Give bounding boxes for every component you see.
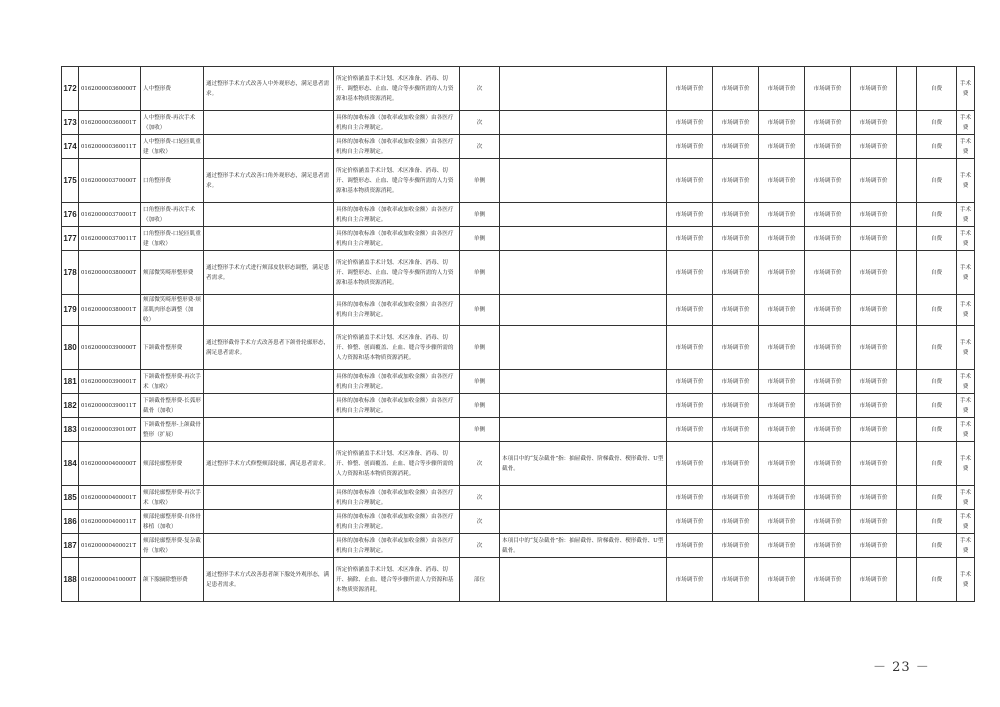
table-row bbox=[62, 251, 975, 295]
price-table bbox=[61, 66, 975, 602]
item-name: 口角整形费-再次手术（加收） bbox=[141, 203, 204, 227]
price-level-2: 市场调节价 bbox=[713, 534, 759, 558]
price-level-5: 市场调节价 bbox=[851, 510, 897, 534]
payment-type: 自费 bbox=[917, 510, 957, 534]
price-level-4: 市场调节价 bbox=[805, 111, 851, 135]
item-note: 本项目中的“复杂截骨”指：抽屉截骨、阶梯截骨、楔形截骨、U型截骨。 bbox=[500, 534, 667, 558]
price-level-3: 市场调节价 bbox=[759, 558, 805, 602]
fee-category: 手术费 bbox=[957, 326, 975, 370]
table-row bbox=[62, 159, 975, 203]
payment-type: 自费 bbox=[917, 111, 957, 135]
price-level-5: 市场调节价 bbox=[851, 111, 897, 135]
payment-type: 自费 bbox=[917, 370, 957, 394]
price-level-2: 市场调节价 bbox=[713, 510, 759, 534]
extra-cell bbox=[897, 394, 917, 418]
price-level-1: 市场调节价 bbox=[667, 418, 713, 442]
price-level-4: 市场调节价 bbox=[805, 558, 851, 602]
pricing-unit: 部位 bbox=[460, 558, 500, 602]
item-description: 所定价格涵盖手术计划、术区准备、消毒、切开、调整形态、止血、缝合等步骤所需的人力资源和基本物质资源消耗。 bbox=[334, 67, 460, 111]
row-number: 172 bbox=[62, 67, 79, 111]
price-level-3: 市场调节价 bbox=[759, 486, 805, 510]
item-connotation: 通过整形手术方式修整颏部轮廓，满足患者需求。 bbox=[204, 442, 334, 486]
fee-category: 手术费 bbox=[957, 159, 975, 203]
item-description: 具体的加收标准（加收率或加收金额）由各医疗机构自主合理制定。 bbox=[334, 486, 460, 510]
item-note bbox=[500, 418, 667, 442]
item-note bbox=[500, 486, 667, 510]
price-level-1: 市场调节价 bbox=[667, 227, 713, 251]
extra-cell bbox=[897, 251, 917, 295]
fee-category: 手术费 bbox=[957, 295, 975, 326]
extra-cell bbox=[897, 111, 917, 135]
item-description: 具体的加收标准（加收率或加收金额）由各医疗机构自主合理制定。 bbox=[334, 227, 460, 251]
price-level-2: 市场调节价 bbox=[713, 295, 759, 326]
item-connotation bbox=[204, 418, 334, 442]
item-name: 颌下腺摘除整形费 bbox=[141, 558, 204, 602]
payment-type: 自费 bbox=[917, 227, 957, 251]
row-number: 187 bbox=[62, 534, 79, 558]
row-number: 181 bbox=[62, 370, 79, 394]
row-number: 173 bbox=[62, 111, 79, 135]
price-level-5: 市场调节价 bbox=[851, 486, 897, 510]
payment-type: 自费 bbox=[917, 442, 957, 486]
item-name: 口角整形费-口轮匝肌重建（加收） bbox=[141, 227, 204, 251]
row-number: 176 bbox=[62, 203, 79, 227]
item-note bbox=[500, 295, 667, 326]
item-connotation bbox=[204, 534, 334, 558]
price-level-1: 市场调节价 bbox=[667, 486, 713, 510]
item-name: 颏部轮廓整形费-复杂截骨（加收） bbox=[141, 534, 204, 558]
extra-cell bbox=[897, 558, 917, 602]
price-level-4: 市场调节价 bbox=[805, 135, 851, 159]
price-level-2: 市场调节价 bbox=[713, 418, 759, 442]
row-number: 185 bbox=[62, 486, 79, 510]
extra-cell bbox=[897, 67, 917, 111]
item-description: 具体的加收标准（加收率或加收金额）由各医疗机构自主合理制定。 bbox=[334, 370, 460, 394]
price-level-4: 市场调节价 bbox=[805, 534, 851, 558]
item-name: 人中整形费-口轮匝肌重建（加收） bbox=[141, 135, 204, 159]
extra-cell bbox=[897, 159, 917, 203]
payment-type: 自费 bbox=[917, 159, 957, 203]
price-level-2: 市场调节价 bbox=[713, 558, 759, 602]
item-name: 下颌截骨整形-上颌截骨整形（扩展） bbox=[141, 418, 204, 442]
item-connotation: 通过整形手术方式改善患者颌下腺处外观形态，满足患者需求。 bbox=[204, 558, 334, 602]
item-code: 016200000360000T bbox=[79, 67, 141, 111]
fee-category: 手术费 bbox=[957, 510, 975, 534]
page-number: － 23 － bbox=[873, 660, 930, 675]
extra-cell bbox=[897, 510, 917, 534]
payment-type: 自费 bbox=[917, 203, 957, 227]
fee-category: 手术费 bbox=[957, 534, 975, 558]
price-level-4: 市场调节价 bbox=[805, 159, 851, 203]
fee-category: 手术费 bbox=[957, 442, 975, 486]
item-description: 具体的加收标准（加收率或加收金额）由各医疗机构自主合理制定。 bbox=[334, 394, 460, 418]
item-connotation bbox=[204, 227, 334, 251]
price-level-2: 市场调节价 bbox=[713, 442, 759, 486]
price-level-1: 市场调节价 bbox=[667, 159, 713, 203]
item-connotation bbox=[204, 203, 334, 227]
pricing-unit: 单侧 bbox=[460, 295, 500, 326]
table-row bbox=[62, 486, 975, 510]
table-row bbox=[62, 394, 975, 418]
pricing-unit: 次 bbox=[460, 510, 500, 534]
item-code: 016200000370001T bbox=[79, 203, 141, 227]
extra-cell bbox=[897, 418, 917, 442]
pricing-unit: 次 bbox=[460, 135, 500, 159]
payment-type: 自费 bbox=[917, 486, 957, 510]
price-level-5: 市场调节价 bbox=[851, 251, 897, 295]
item-code: 016200000380001T bbox=[79, 295, 141, 326]
price-level-5: 市场调节价 bbox=[851, 295, 897, 326]
price-level-1: 市场调节价 bbox=[667, 111, 713, 135]
item-note bbox=[500, 111, 667, 135]
price-level-1: 市场调节价 bbox=[667, 394, 713, 418]
table-row bbox=[62, 326, 975, 370]
pricing-unit: 次 bbox=[460, 442, 500, 486]
price-level-1: 市场调节价 bbox=[667, 442, 713, 486]
item-code: 016200000400000T bbox=[79, 442, 141, 486]
item-description: 所定价格涵盖手术计划、术区准备、消毒、切开、修整、创面覆盖、止血、缝合等步骤所需的人力资源和基本物质资源消耗。 bbox=[334, 442, 460, 486]
price-level-2: 市场调节价 bbox=[713, 486, 759, 510]
price-level-3: 市场调节价 bbox=[759, 227, 805, 251]
item-description: 所定价格涵盖手术计划、术区准备、消毒、切开、摘除、止血、缝合等步骤所需人力资源和基本物质资源消耗。 bbox=[334, 558, 460, 602]
pricing-unit: 单侧 bbox=[460, 418, 500, 442]
item-code: 016200000390000T bbox=[79, 326, 141, 370]
extra-cell bbox=[897, 135, 917, 159]
item-code: 016200000380000T bbox=[79, 251, 141, 295]
price-level-5: 市场调节价 bbox=[851, 442, 897, 486]
item-name: 颏部轮廓整形费 bbox=[141, 442, 204, 486]
item-connotation: 通过整形手术方式改善人中外观形态，满足患者需求。 bbox=[204, 67, 334, 111]
item-name: 颊部微笑畸形整形费 bbox=[141, 251, 204, 295]
price-level-5: 市场调节价 bbox=[851, 394, 897, 418]
price-level-1: 市场调节价 bbox=[667, 534, 713, 558]
item-connotation bbox=[204, 135, 334, 159]
table-row bbox=[62, 111, 975, 135]
price-level-5: 市场调节价 bbox=[851, 203, 897, 227]
pricing-unit: 单侧 bbox=[460, 159, 500, 203]
item-note bbox=[500, 370, 667, 394]
extra-cell bbox=[897, 486, 917, 510]
price-level-3: 市场调节价 bbox=[759, 159, 805, 203]
extra-cell bbox=[897, 442, 917, 486]
extra-cell bbox=[897, 370, 917, 394]
price-level-5: 市场调节价 bbox=[851, 227, 897, 251]
item-description: 具体的加收标准（加收率或加收金额）由各医疗机构自主合理制定。 bbox=[334, 203, 460, 227]
item-description: 具体的加收标准（加收率或加收金额）由各医疗机构自主合理制定。 bbox=[334, 510, 460, 534]
price-level-3: 市场调节价 bbox=[759, 251, 805, 295]
table-row bbox=[62, 370, 975, 394]
price-level-2: 市场调节价 bbox=[713, 203, 759, 227]
price-level-5: 市场调节价 bbox=[851, 558, 897, 602]
item-description: 具体的加收标准（加收率或加收金额）由各医疗机构自主合理制定。 bbox=[334, 295, 460, 326]
price-level-3: 市场调节价 bbox=[759, 203, 805, 227]
price-level-4: 市场调节价 bbox=[805, 295, 851, 326]
price-level-1: 市场调节价 bbox=[667, 370, 713, 394]
item-note bbox=[500, 251, 667, 295]
item-code: 016200000400011T bbox=[79, 510, 141, 534]
price-level-2: 市场调节价 bbox=[713, 370, 759, 394]
price-level-4: 市场调节价 bbox=[805, 370, 851, 394]
price-level-4: 市场调节价 bbox=[805, 442, 851, 486]
pricing-unit: 单侧 bbox=[460, 227, 500, 251]
item-note bbox=[500, 510, 667, 534]
price-level-5: 市场调节价 bbox=[851, 135, 897, 159]
item-note bbox=[500, 227, 667, 251]
item-description: 所定价格涵盖手术计划、术区准备、消毒、切开、调整形态、止血、缝合等步骤所需的人力资源和基本物质资源消耗。 bbox=[334, 251, 460, 295]
pricing-unit: 单侧 bbox=[460, 203, 500, 227]
price-level-1: 市场调节价 bbox=[667, 558, 713, 602]
row-number: 179 bbox=[62, 295, 79, 326]
item-note: 本项目中的“复杂截骨”指：抽屉截骨、阶梯截骨、楔形截骨、U型截骨。 bbox=[500, 442, 667, 486]
row-number: 184 bbox=[62, 442, 79, 486]
price-level-2: 市场调节价 bbox=[713, 159, 759, 203]
item-connotation bbox=[204, 510, 334, 534]
row-number: 188 bbox=[62, 558, 79, 602]
payment-type: 自费 bbox=[917, 394, 957, 418]
price-level-4: 市场调节价 bbox=[805, 510, 851, 534]
price-level-2: 市场调节价 bbox=[713, 394, 759, 418]
fee-category: 手术费 bbox=[957, 67, 975, 111]
item-code: 016200000360001T bbox=[79, 111, 141, 135]
price-level-1: 市场调节价 bbox=[667, 295, 713, 326]
price-level-2: 市场调节价 bbox=[713, 111, 759, 135]
item-description: 具体的加收标准（加收率或加收金额）由各医疗机构自主合理制定。 bbox=[334, 534, 460, 558]
row-number: 186 bbox=[62, 510, 79, 534]
price-level-4: 市场调节价 bbox=[805, 67, 851, 111]
price-level-1: 市场调节价 bbox=[667, 67, 713, 111]
item-code: 016200000400001T bbox=[79, 486, 141, 510]
fee-category: 手术费 bbox=[957, 111, 975, 135]
item-code: 016200000410000T bbox=[79, 558, 141, 602]
payment-type: 自费 bbox=[917, 534, 957, 558]
pricing-unit: 次 bbox=[460, 534, 500, 558]
fee-category: 手术费 bbox=[957, 394, 975, 418]
item-name: 下颌截骨整形费-再次手术（加收） bbox=[141, 370, 204, 394]
item-connotation: 通过整形截骨手术方式改善患者下颌骨轮廓形态，满足患者需求。 bbox=[204, 326, 334, 370]
row-number: 178 bbox=[62, 251, 79, 295]
extra-cell bbox=[897, 295, 917, 326]
item-name: 人中整形费 bbox=[141, 67, 204, 111]
payment-type: 自费 bbox=[917, 251, 957, 295]
price-level-1: 市场调节价 bbox=[667, 510, 713, 534]
item-description: 具体的加收标准（加收率或加收金额）由各医疗机构自主合理制定。 bbox=[334, 111, 460, 135]
payment-type: 自费 bbox=[917, 418, 957, 442]
item-connotation bbox=[204, 486, 334, 510]
row-number: 183 bbox=[62, 418, 79, 442]
price-level-3: 市场调节价 bbox=[759, 295, 805, 326]
item-name: 颏部轮廓整形费-自体骨移植（加收） bbox=[141, 510, 204, 534]
row-number: 177 bbox=[62, 227, 79, 251]
extra-cell bbox=[897, 326, 917, 370]
pricing-unit: 次 bbox=[460, 67, 500, 111]
price-level-5: 市场调节价 bbox=[851, 418, 897, 442]
price-level-2: 市场调节价 bbox=[713, 251, 759, 295]
price-level-3: 市场调节价 bbox=[759, 510, 805, 534]
price-level-3: 市场调节价 bbox=[759, 370, 805, 394]
item-description: 所定价格涵盖手术计划、术区准备、消毒、切开、修整、创面覆盖、止血、缝合等步骤所需的人力资源和基本物质资源消耗。 bbox=[334, 326, 460, 370]
table-row bbox=[62, 418, 975, 442]
price-level-1: 市场调节价 bbox=[667, 203, 713, 227]
fee-category: 手术费 bbox=[957, 251, 975, 295]
item-name: 口角整形费 bbox=[141, 159, 204, 203]
price-level-4: 市场调节价 bbox=[805, 326, 851, 370]
pricing-unit: 单侧 bbox=[460, 326, 500, 370]
payment-type: 自费 bbox=[917, 295, 957, 326]
fee-category: 手术费 bbox=[957, 418, 975, 442]
table-row bbox=[62, 558, 975, 602]
price-level-2: 市场调节价 bbox=[713, 67, 759, 111]
payment-type: 自费 bbox=[917, 558, 957, 602]
item-connotation: 通过整形手术方式改善口角外观形态，满足患者需求。 bbox=[204, 159, 334, 203]
price-level-2: 市场调节价 bbox=[713, 326, 759, 370]
price-level-4: 市场调节价 bbox=[805, 418, 851, 442]
fee-category: 手术费 bbox=[957, 135, 975, 159]
price-level-4: 市场调节价 bbox=[805, 486, 851, 510]
price-level-3: 市场调节价 bbox=[759, 67, 805, 111]
row-number: 175 bbox=[62, 159, 79, 203]
item-name: 颊部微笑畸形整形费-颊部肌肉形态调整（加收） bbox=[141, 295, 204, 326]
price-level-5: 市场调节价 bbox=[851, 370, 897, 394]
table-row bbox=[62, 227, 975, 251]
pricing-unit: 次 bbox=[460, 111, 500, 135]
fee-category: 手术费 bbox=[957, 370, 975, 394]
extra-cell bbox=[897, 203, 917, 227]
fee-category: 手术费 bbox=[957, 486, 975, 510]
item-code: 016200000390001T bbox=[79, 370, 141, 394]
item-description bbox=[334, 418, 460, 442]
item-name: 下颌截骨整形费-长弧形截骨（加收） bbox=[141, 394, 204, 418]
pricing-unit: 单侧 bbox=[460, 251, 500, 295]
payment-type: 自费 bbox=[917, 135, 957, 159]
price-level-1: 市场调节价 bbox=[667, 135, 713, 159]
item-note bbox=[500, 135, 667, 159]
item-note bbox=[500, 394, 667, 418]
price-level-1: 市场调节价 bbox=[667, 326, 713, 370]
table-body bbox=[62, 67, 975, 602]
item-connotation bbox=[204, 394, 334, 418]
row-number: 182 bbox=[62, 394, 79, 418]
row-number: 180 bbox=[62, 326, 79, 370]
price-level-3: 市场调节价 bbox=[759, 534, 805, 558]
price-level-3: 市场调节价 bbox=[759, 394, 805, 418]
table-row bbox=[62, 534, 975, 558]
table-row bbox=[62, 203, 975, 227]
item-code: 016200000370011T bbox=[79, 227, 141, 251]
fee-category: 手术费 bbox=[957, 203, 975, 227]
price-level-4: 市场调节价 bbox=[805, 394, 851, 418]
price-level-5: 市场调节价 bbox=[851, 534, 897, 558]
item-note bbox=[500, 67, 667, 111]
table-row bbox=[62, 135, 975, 159]
item-code: 016200000360011T bbox=[79, 135, 141, 159]
price-level-3: 市场调节价 bbox=[759, 442, 805, 486]
price-level-4: 市场调节价 bbox=[805, 251, 851, 295]
price-level-4: 市场调节价 bbox=[805, 227, 851, 251]
price-level-4: 市场调节价 bbox=[805, 203, 851, 227]
price-level-3: 市场调节价 bbox=[759, 135, 805, 159]
table-row bbox=[62, 510, 975, 534]
fee-category: 手术费 bbox=[957, 227, 975, 251]
fee-category: 手术费 bbox=[957, 558, 975, 602]
price-level-1: 市场调节价 bbox=[667, 251, 713, 295]
item-code: 016200000370000T bbox=[79, 159, 141, 203]
price-level-3: 市场调节价 bbox=[759, 418, 805, 442]
price-level-2: 市场调节价 bbox=[713, 135, 759, 159]
payment-type: 自费 bbox=[917, 326, 957, 370]
item-note bbox=[500, 159, 667, 203]
item-connotation: 通过整形手术方式进行颊部皮肤形态调整，满足患者需求。 bbox=[204, 251, 334, 295]
pricing-unit: 单侧 bbox=[460, 370, 500, 394]
extra-cell bbox=[897, 227, 917, 251]
item-description: 具体的加收标准（加收率或加收金额）由各医疗机构自主合理制定。 bbox=[334, 135, 460, 159]
item-connotation bbox=[204, 370, 334, 394]
price-level-2: 市场调节价 bbox=[713, 227, 759, 251]
item-name: 下颌截骨整形费 bbox=[141, 326, 204, 370]
price-level-5: 市场调节价 bbox=[851, 67, 897, 111]
extra-cell bbox=[897, 534, 917, 558]
price-level-3: 市场调节价 bbox=[759, 111, 805, 135]
table-row bbox=[62, 67, 975, 111]
price-level-3: 市场调节价 bbox=[759, 326, 805, 370]
pricing-unit: 单侧 bbox=[460, 394, 500, 418]
item-code: 016200000400021T bbox=[79, 534, 141, 558]
table-row bbox=[62, 295, 975, 326]
pricing-unit: 次 bbox=[460, 486, 500, 510]
row-number: 174 bbox=[62, 135, 79, 159]
item-code: 016200000390011T bbox=[79, 394, 141, 418]
item-note bbox=[500, 203, 667, 227]
item-code: 016200000390100T bbox=[79, 418, 141, 442]
payment-type: 自费 bbox=[917, 67, 957, 111]
item-connotation bbox=[204, 111, 334, 135]
price-level-5: 市场调节价 bbox=[851, 326, 897, 370]
item-note bbox=[500, 558, 667, 602]
table-row bbox=[62, 442, 975, 486]
item-description: 所定价格涵盖手术计划、术区准备、消毒、切开、调整形态、止血、缝合等步骤所需的人力资源和基本物质资源消耗。 bbox=[334, 159, 460, 203]
price-level-5: 市场调节价 bbox=[851, 159, 897, 203]
item-name: 人中整形费-再次手术（加收） bbox=[141, 111, 204, 135]
item-connotation bbox=[204, 295, 334, 326]
item-note bbox=[500, 326, 667, 370]
item-name: 颏部轮廓整形费-再次手术（加收） bbox=[141, 486, 204, 510]
